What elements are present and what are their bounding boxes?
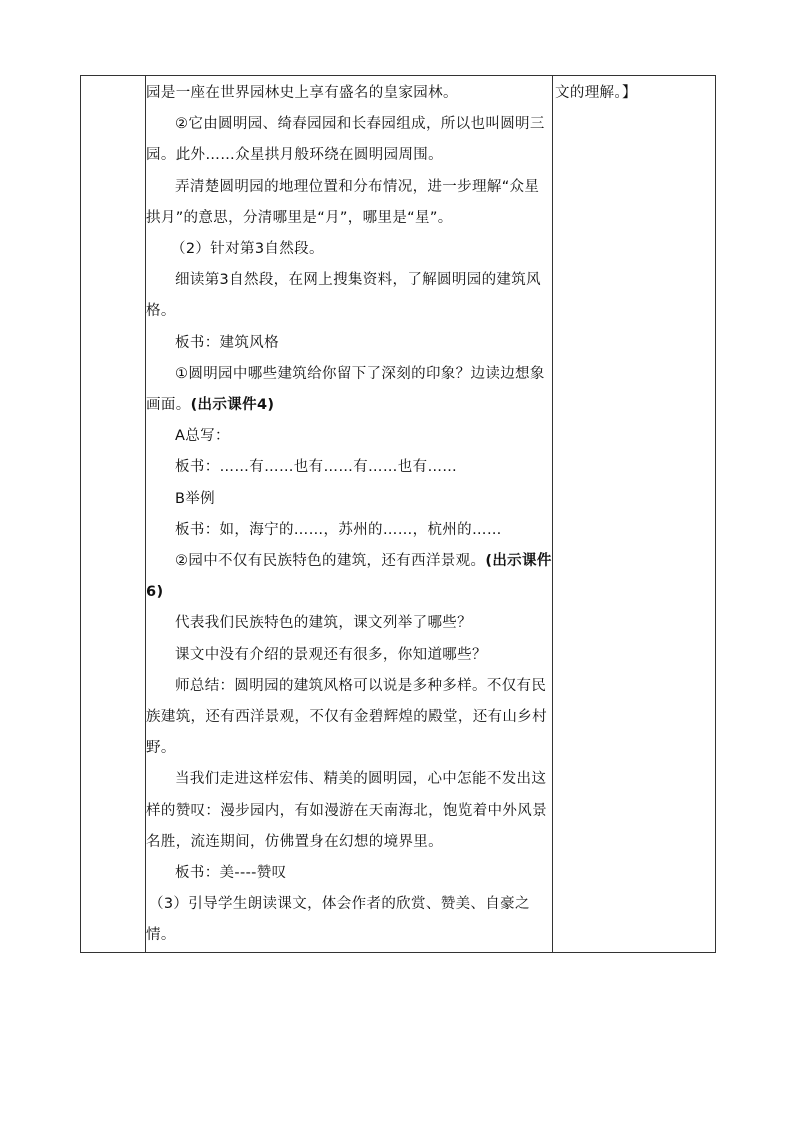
paragraph-16: 当我们走进这样宏伟、精美的圆明园，心中怎能不发出这样的赞叹：漫步园内，有如漫游在天南海北，饱览着中外风景名胜，流连期间，仿佛置身在幻想的境界里。 (146, 771, 547, 850)
paragraph-8: A总写： (175, 428, 230, 445)
paragraph-10: B举例 (175, 490, 215, 507)
design-intent-text: 文的理解。】 (555, 85, 637, 101)
paragraph-13: 代表我们民族特色的建筑，课文列举了哪些？ (175, 615, 472, 632)
design-intent-cell (553, 76, 716, 953)
section-heading-2: （2）针对第3自然段。 (171, 241, 324, 258)
courseware-ref-6: (出示课件6) (146, 553, 552, 601)
board-note-praise: 板书：美----赞叹 (175, 865, 287, 882)
board-note-examples: 板书：如，海宁的……，苏州的……，杭州的…… (175, 521, 502, 538)
paragraph-15: 师总结：圆明园的建筑风格可以说是多种多样。不仅有民族建筑，还有西洋景观，不仅有金碧辉煌的殿堂，还有山乡村野。 (146, 677, 547, 757)
lesson-plan-table (80, 75, 716, 953)
paragraph-12-text: ②园中不仅有民族特色的建筑，还有西洋景观。 (175, 553, 486, 570)
table-row (81, 76, 716, 953)
paragraph-5: 细读第3自然段，在网上搜集资料，了解圆明园的建筑风格。 (146, 272, 541, 320)
paragraph-14: 课文中没有介绍的景观还有很多，你知道哪些？ (175, 646, 487, 663)
paragraph-3: 弄清楚圆明园的地理位置和分布情况，进一步理解“众星拱月”的意思，分清哪里是“月”，哪里是“星”。 (146, 178, 540, 226)
board-note-pattern: 板书：……有……也有……有……也有…… (175, 459, 458, 476)
left-blank-cell (81, 76, 146, 953)
paragraph-1: 园是一座在世界园林史上享有盛名的皇家园林。 (146, 85, 458, 101)
paragraph-18: （3）引导学生朗读课文，体会作者的欣赏、赞美、自豪之情。 (146, 896, 530, 944)
board-note-style: 板书：建筑风格 (175, 334, 279, 351)
paragraph-2: ②它由圆明园、绮春园园和长春园组成，所以也叫圆明三园。此外……众星拱月般环绕在圆明园周围。 (146, 116, 545, 164)
paragraph-12 (146, 546, 552, 608)
paragraph-7 (146, 359, 552, 421)
paragraph-7-text: ①圆明园中哪些建筑给你留下了深刻的印象？边读边想象画面。 (146, 365, 545, 414)
teaching-process-content (146, 76, 552, 952)
teaching-process-cell (146, 76, 553, 953)
courseware-ref-4: (出示课件4) (190, 397, 275, 414)
